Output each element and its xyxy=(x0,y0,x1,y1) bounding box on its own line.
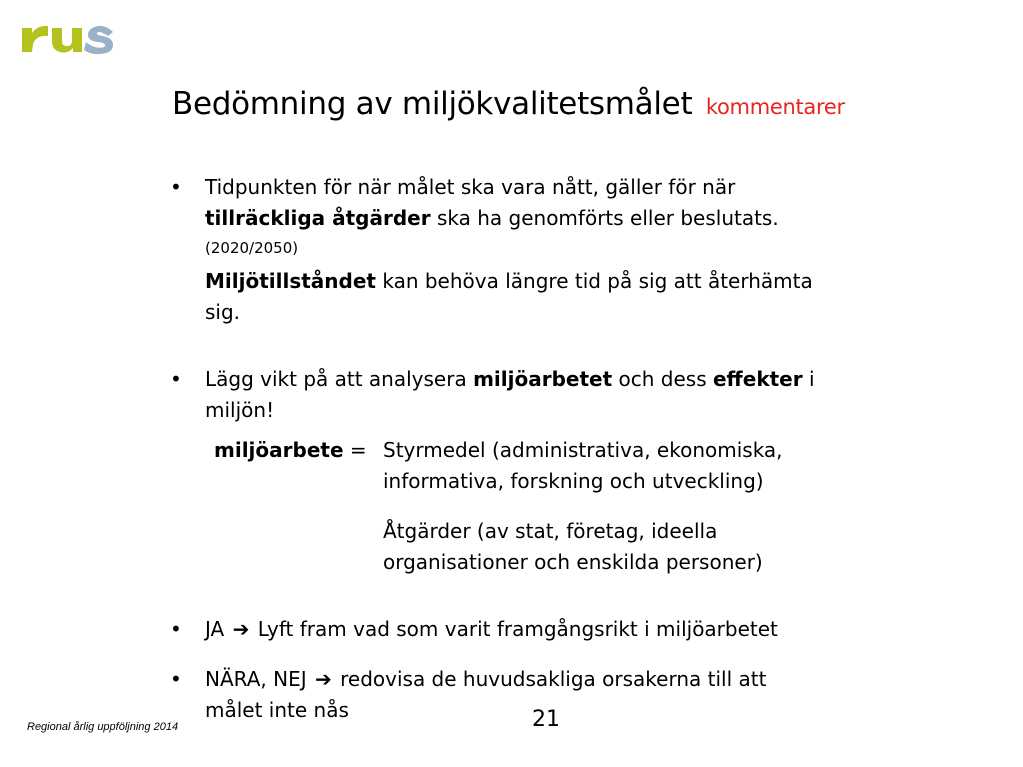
bullet-1-line-1: Tidpunkten för när målet ska vara nått, gäller för när xyxy=(205,175,736,199)
bullet-2-line-2: miljön! xyxy=(205,398,275,422)
bullet-marker: • xyxy=(170,367,182,391)
bullet-3-prefix: JA xyxy=(205,617,225,641)
definition-2-line-1: Åtgärder (av stat, företag, ideella xyxy=(383,519,718,543)
bullet-4-line-2: målet inte nås xyxy=(205,698,349,722)
term-miljoarbete: miljöarbete xyxy=(214,438,344,462)
bullet-1-line-4 xyxy=(205,266,813,297)
definition-term xyxy=(214,435,367,466)
bullet-4-prefix: NÄRA, NEJ xyxy=(205,667,307,691)
definition-2-line-2: organisationer och enskilda personer) xyxy=(383,550,763,574)
bullet-3 xyxy=(205,614,778,645)
definition-1-line-2: informativa, forskning och utveckling) xyxy=(383,469,764,493)
bullet-2-text-2: och dess xyxy=(612,367,713,391)
bullet-1-line-4-rest: kan behöva längre tid på sig att återhämta xyxy=(375,269,813,293)
title-subtitle: kommentarer xyxy=(705,95,845,119)
arrow-right-icon: ➔ xyxy=(314,667,332,691)
bold-miljotillstandet: Miljötillståndet xyxy=(205,269,376,293)
bullet-2-text-1: Lägg vikt på att analysera xyxy=(205,367,474,391)
bold-miljoarbetet: miljöarbetet xyxy=(473,367,613,391)
bullet-1-line-2 xyxy=(205,203,779,234)
bullet-marker: • xyxy=(170,617,182,641)
slide-title xyxy=(172,84,845,127)
bold-effekter: effekter xyxy=(712,367,803,391)
bullet-4-text: redovisa de huvudsakliga orsakerna till att xyxy=(340,667,767,691)
title-main: Bedömning av miljökvalitetsmålet xyxy=(172,86,693,122)
bullet-4-line-1 xyxy=(205,664,766,695)
rus-logo xyxy=(20,18,116,62)
bullet-marker: • xyxy=(170,175,182,199)
bullet-marker: • xyxy=(170,667,182,691)
definition-equals: = xyxy=(349,438,367,462)
bullet-3-text: Lyft fram vad som varit framgångsrikt i miljöarbetet xyxy=(257,617,778,641)
bullet-1-line-5: sig. xyxy=(205,300,241,324)
footer-caption: Regional årlig uppföljning 2014 xyxy=(27,721,179,733)
arrow-right-icon: ➔ xyxy=(232,617,250,641)
page-number: 21 xyxy=(532,707,560,732)
bold-tillrackliga: tillräckliga åtgärder xyxy=(205,206,431,230)
bullet-2-line-1 xyxy=(205,364,815,395)
bullet-2-text-3: i xyxy=(802,367,815,391)
year-range: (2020/2050) xyxy=(205,239,299,257)
bullet-1-line-2-rest: ska ha genomförts eller beslutats. xyxy=(430,206,779,230)
definition-1-line-1: Styrmedel (administrativa, ekonomiska, xyxy=(383,438,783,462)
